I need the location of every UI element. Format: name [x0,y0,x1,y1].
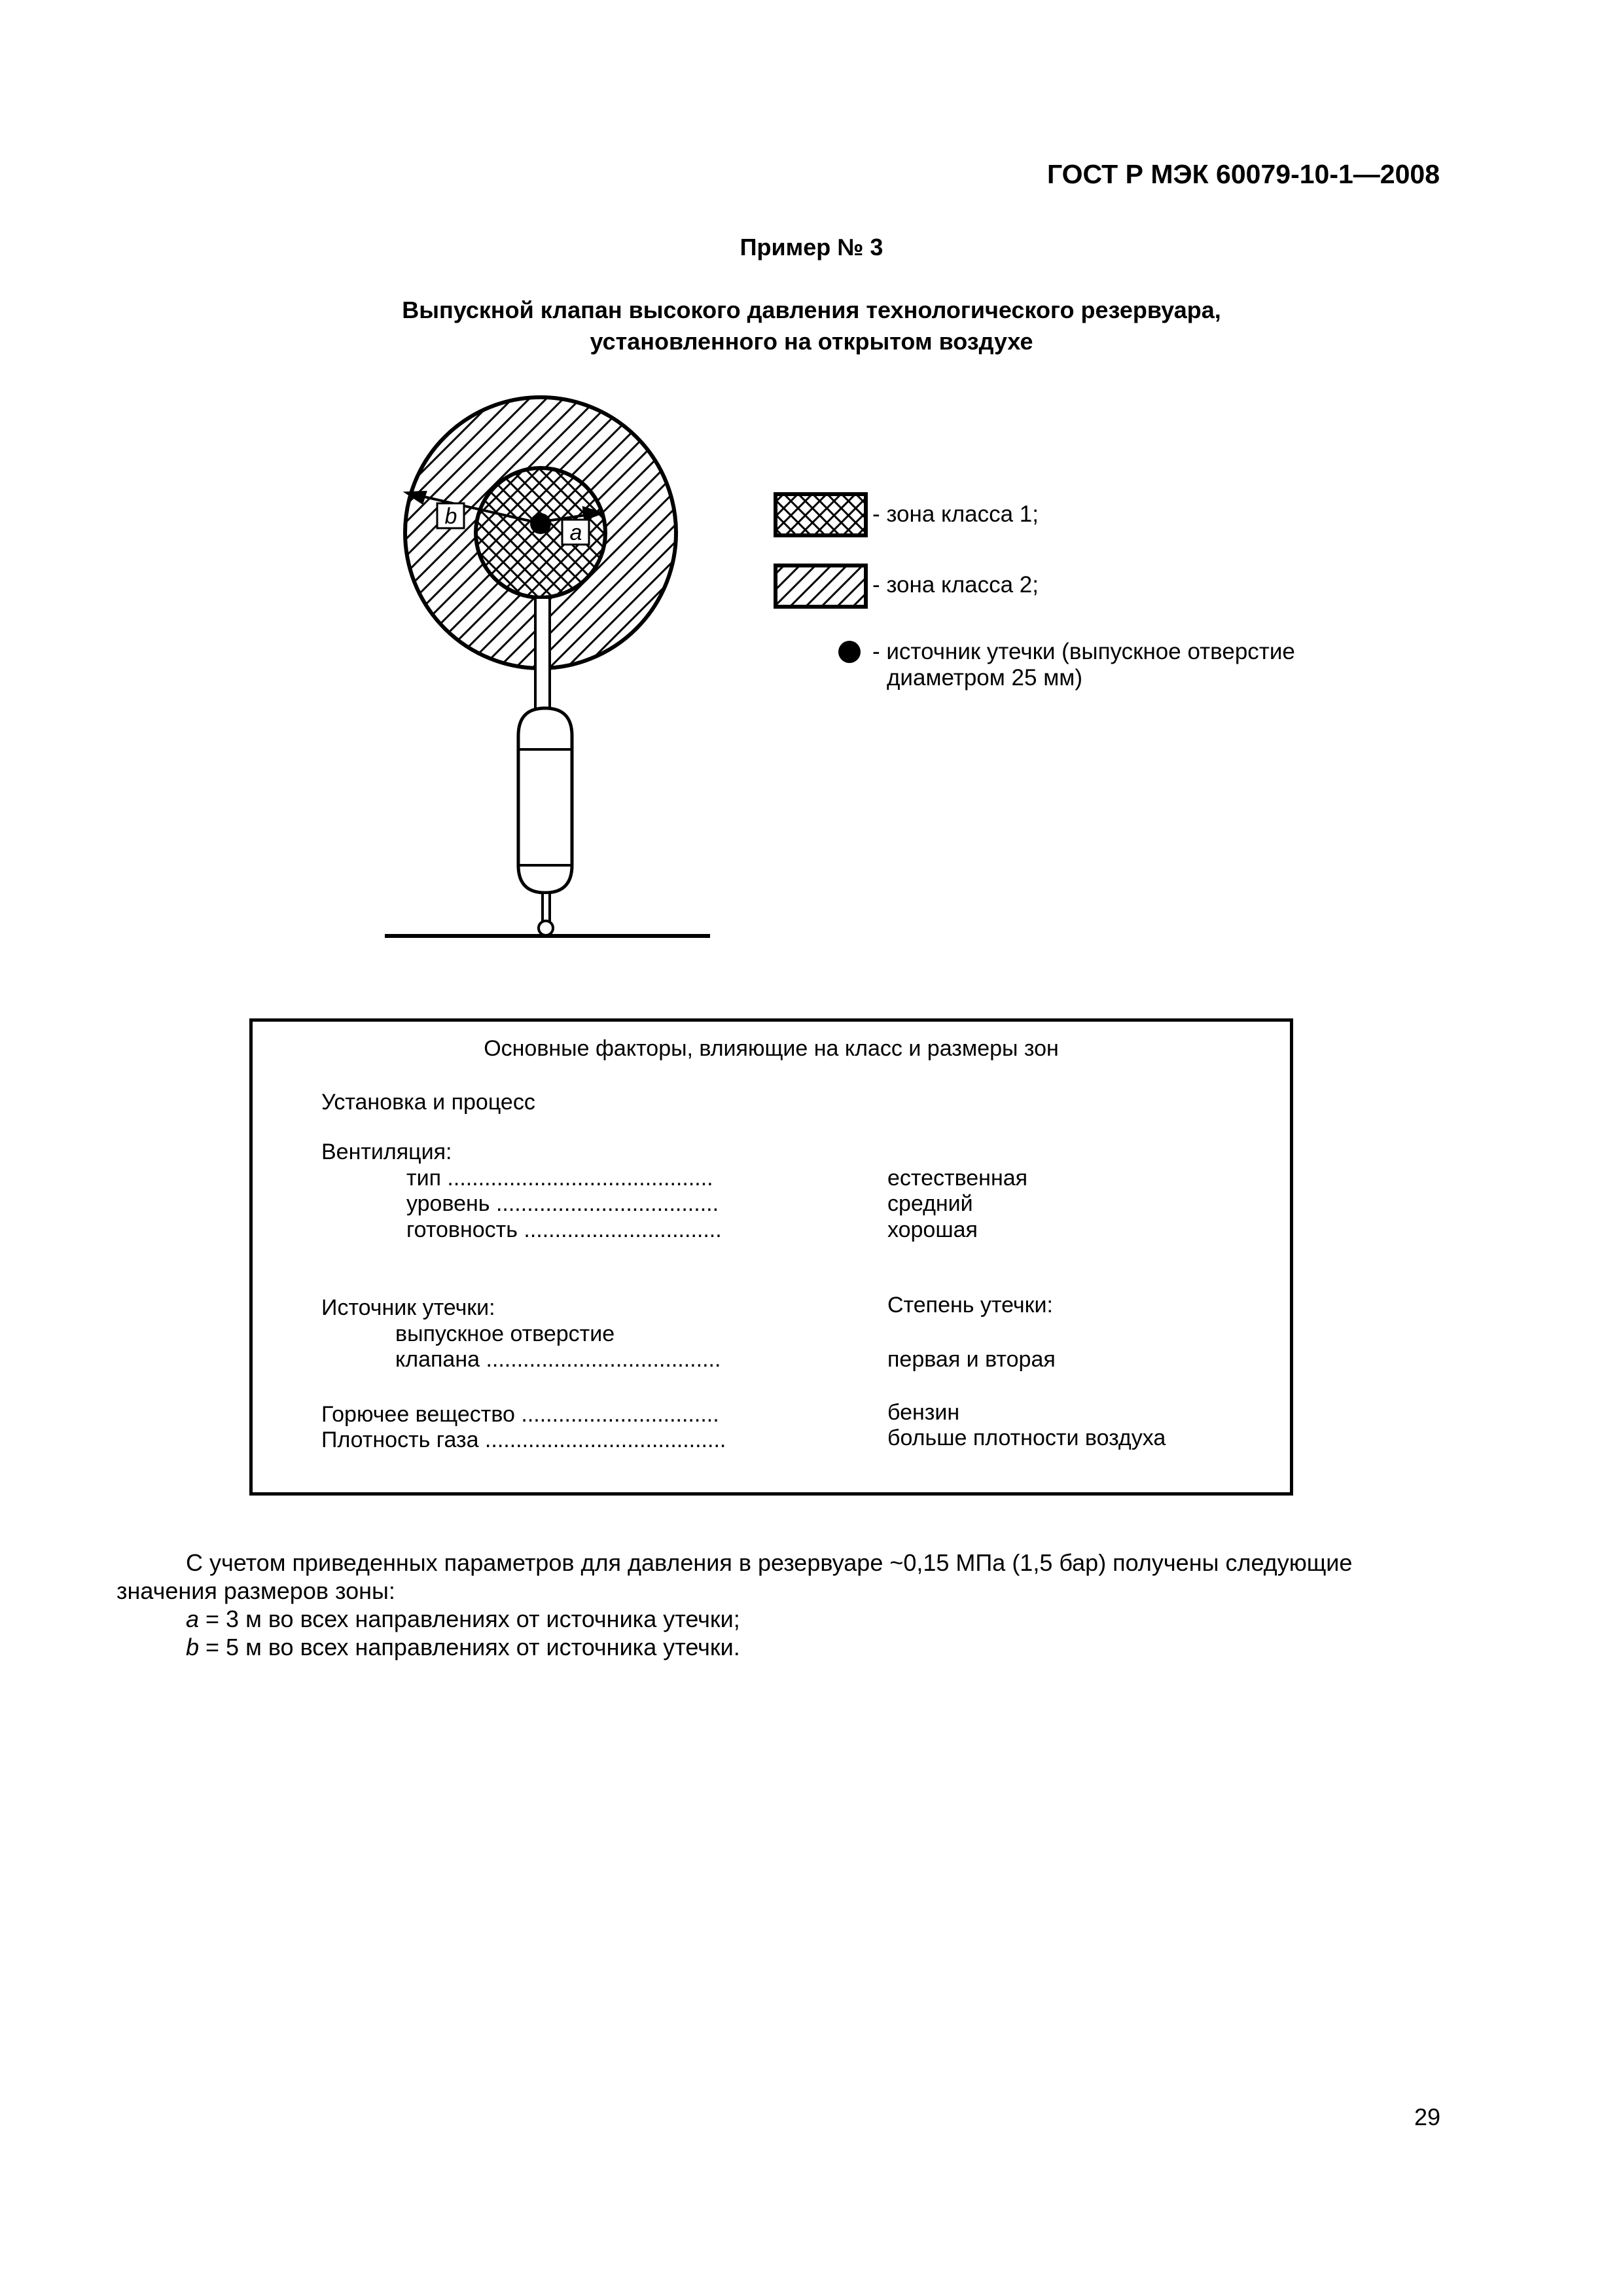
ventilation-availability-label: готовность ................................ [406,1217,722,1242]
page-number: 29 [1414,2104,1440,2130]
label-a: a [569,520,582,545]
legend-zone-2-label: - зона класса 2; [872,572,1039,598]
substance-value: бензин [887,1400,960,1425]
ventilation-type-label: тип ........................................... [406,1166,713,1191]
ventilation-level-value: средний [887,1191,973,1216]
grade-heading: Степень утечки: [887,1293,1053,1318]
result-b [116,1633,1445,1661]
example-title: Пример № 3 [740,234,883,260]
result-b-text: = 5 м во всех направлениях от источника утечки. [199,1634,740,1660]
result-a [116,1605,1445,1633]
result-b-var: b [186,1634,200,1660]
density-label: Плотность газа ....................................... [321,1427,726,1452]
result-a-var: a [186,1605,200,1632]
results-line-2: значения размеров зоны: [116,1577,395,1604]
zone-diagram [0,0,1623,982]
factors-box [249,1018,1293,1496]
caption-line-2: установленного на открытом воздухе [590,328,1033,355]
ventilation-type-value: естественная [887,1166,1028,1191]
ventilation-level-label: уровень .................................... [406,1191,719,1216]
results-paragraph [116,1549,1445,1661]
ventilation-heading: Вентиляция: [321,1139,452,1164]
legend-source-label-1: - источник утечки (выпускное отверстие [872,639,1295,664]
installation-label: Установка и процесс [321,1090,535,1115]
document-code: ГОСТ Р МЭК 60079-10-1—2008 [1046,159,1440,189]
legend-zone-1-label: - зона класса 1; [872,501,1039,527]
result-a-text: = 3 м во всех направлениях от источника утечки; [199,1605,740,1632]
legend-source-label-2: диаметром 25 мм) [887,665,1082,691]
source-line-2: клапана ...................................... [395,1347,721,1372]
grade-value: первая и вторая [887,1347,1056,1372]
substance-label: Горючее вещество ................................ [321,1402,719,1427]
legend-source-dot [838,641,861,663]
results-line-1: С учетом приведенных параметров для давления в резервуаре ~0,15 МПа (1,5 бар) получены следующие [186,1549,1353,1576]
caption-line-1: Выпускной клапан высокого давления технологического резервуара, [402,296,1221,323]
density-value: больше плотности воздуха [887,1426,1166,1450]
source-heading: Источник утечки: [321,1295,495,1320]
source-line-1: выпускное отверстие [395,1321,615,1346]
factors-title: Основные факторы, влияющие на класс и размеры зон [484,1036,1059,1061]
ventilation-availability-value: хорошая [887,1217,978,1242]
release-source-point [530,513,551,534]
drain-valve [539,921,553,935]
label-b: b [444,504,457,529]
